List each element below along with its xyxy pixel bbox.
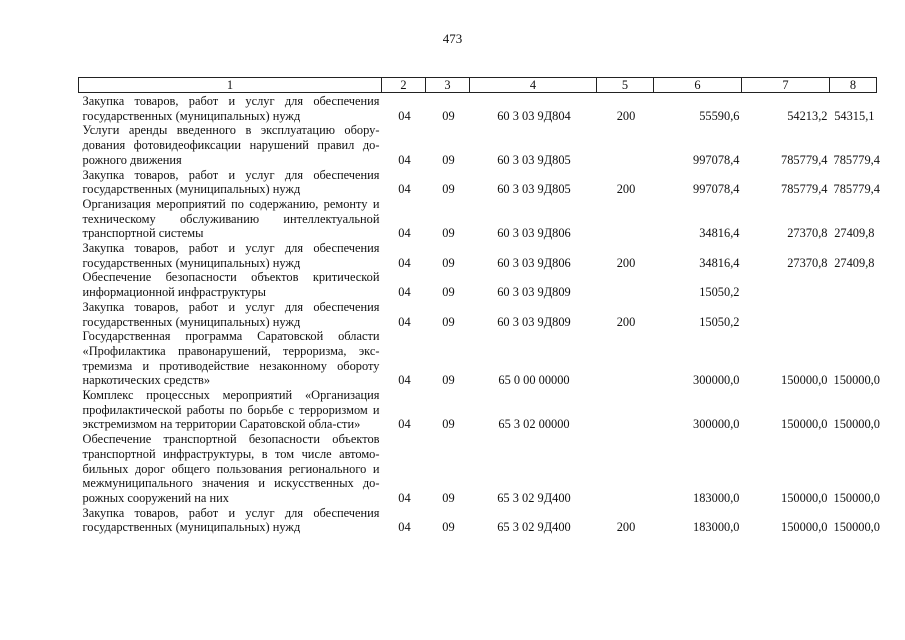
amount-col-8: 150000,0 xyxy=(833,520,880,535)
subsection-code: 09 xyxy=(442,285,455,300)
amount-col-6: 55590,6 xyxy=(699,108,740,123)
target-article-code: 65 0 00 00000 xyxy=(498,373,570,388)
subsection-code: 09 xyxy=(442,373,455,388)
row-description: Закупка товаров, работ и услуг для обеспечения государственных (муниципальных) нужд xyxy=(82,94,380,123)
expense-type-code xyxy=(597,270,654,299)
section-code: 04 xyxy=(398,285,411,300)
table-row xyxy=(79,241,877,270)
row-description: Закупка товаров, работ и услуг для обеспечения государственных (муниципальных) нужд xyxy=(82,505,380,535)
subsection-code: 09 xyxy=(442,417,455,432)
row-description: Организация мероприятий по содержанию, ремонту и техническому обслуживанию интеллектуальной транспортной системы xyxy=(82,196,380,241)
expense-type-code: 200 xyxy=(616,520,636,535)
row-description: Комплекс процессных мероприятий «Организация профилактической работы по борьбе с терроризмом и экстремизмом на территории Саратовской обла-сти» xyxy=(82,388,380,432)
amount-col-7 xyxy=(742,300,830,329)
header-cell-3: 3 xyxy=(426,78,470,93)
amount-col-6: 15050,2 xyxy=(699,285,740,300)
subsection-code: 09 xyxy=(442,108,455,123)
subsection-code: 09 xyxy=(442,520,455,535)
amount-col-7: 150000,0 xyxy=(781,417,828,432)
row-description: Услуги аренды введенного в эксплуатацию обору-дования фотовидеофиксации нарушений правил до-рожного движения xyxy=(82,123,380,167)
header-cell-6: 6 xyxy=(654,78,742,93)
amount-col-7: 785779,4 xyxy=(781,182,828,197)
amount-col-8: 785779,4 xyxy=(833,182,880,197)
row-description: Обеспечение безопасности объектов критической информационной инфраструктуры xyxy=(82,270,380,300)
amount-col-6: 300000,0 xyxy=(693,373,740,388)
target-article-code: 60 3 03 9Д806 xyxy=(497,255,571,270)
subsection-code: 09 xyxy=(442,152,455,167)
section-code: 04 xyxy=(398,314,411,329)
section-code: 04 xyxy=(398,520,411,535)
amount-col-8: 27409,8 xyxy=(834,255,875,270)
row-description: Закупка товаров, работ и услуг для обеспечения государственных (муниципальных) нужд xyxy=(82,241,380,270)
header-cell-8: 8 xyxy=(830,78,877,93)
target-article-code: 65 3 02 00000 xyxy=(498,417,570,432)
target-article-code: 65 3 02 9Д400 xyxy=(497,520,571,535)
target-article-code: 60 3 03 9Д804 xyxy=(497,108,571,123)
section-code: 04 xyxy=(398,417,411,432)
section-code: 04 xyxy=(398,182,411,197)
table-row xyxy=(79,329,877,388)
amount-col-6: 300000,0 xyxy=(693,417,740,432)
section-code: 04 xyxy=(398,152,411,167)
expense-type-code xyxy=(597,329,654,388)
section-code: 04 xyxy=(398,226,411,241)
amount-col-7: 785779,4 xyxy=(781,152,828,167)
section-code: 04 xyxy=(398,108,411,123)
target-article-code: 65 3 02 9Д400 xyxy=(497,490,571,505)
amount-col-8 xyxy=(830,300,877,329)
amount-col-7: 150000,0 xyxy=(781,373,828,388)
amount-col-6: 183000,0 xyxy=(693,490,740,505)
header-cell-5: 5 xyxy=(597,78,654,93)
table-row xyxy=(79,197,877,241)
amount-col-8: 150000,0 xyxy=(833,417,880,432)
table-row xyxy=(79,270,877,299)
amount-col-7: 54213,2 xyxy=(787,108,828,123)
section-code: 04 xyxy=(398,490,411,505)
page-number: 473 xyxy=(442,31,463,46)
table-body xyxy=(79,93,880,536)
expense-type-code: 200 xyxy=(616,108,636,123)
table-row xyxy=(79,300,877,329)
target-article-code: 60 3 03 9Д809 xyxy=(497,314,571,329)
table-row xyxy=(79,123,877,167)
subsection-code: 09 xyxy=(442,314,455,329)
amount-col-7: 27370,8 xyxy=(787,226,828,241)
amount-col-8: 150000,0 xyxy=(833,373,880,388)
subsection-code: 09 xyxy=(442,182,455,197)
expense-type-code: 200 xyxy=(616,314,636,329)
budget-table xyxy=(78,77,880,535)
amount-col-6: 997078,4 xyxy=(693,182,740,197)
amount-col-6: 183000,0 xyxy=(693,520,740,535)
header-cell-7: 7 xyxy=(742,78,830,93)
target-article-code: 60 3 03 9Д809 xyxy=(497,285,571,300)
section-code: 04 xyxy=(398,255,411,270)
amount-col-8 xyxy=(830,270,877,299)
expense-type-code xyxy=(597,388,654,432)
target-article-code: 60 3 03 9Д806 xyxy=(497,226,571,241)
header-cell-2: 2 xyxy=(382,78,426,93)
expense-type-code: 200 xyxy=(616,182,636,197)
row-description: Закупка товаров, работ и услуг для обеспечения государственных (муниципальных) нужд xyxy=(82,299,380,329)
table-row xyxy=(79,506,877,535)
amount-col-6: 34816,4 xyxy=(699,255,740,270)
header-cell-1: 1 xyxy=(79,78,382,93)
expense-type-code xyxy=(597,197,654,241)
expense-type-code xyxy=(597,123,654,167)
header-row xyxy=(79,78,877,93)
table-row xyxy=(79,168,877,197)
amount-col-8: 54315,1 xyxy=(834,108,875,123)
table-row xyxy=(79,388,877,432)
subsection-code: 09 xyxy=(442,226,455,241)
amount-col-8: 785779,4 xyxy=(833,152,880,167)
amount-col-7: 150000,0 xyxy=(781,520,828,535)
target-article-code: 60 3 03 9Д805 xyxy=(497,152,571,167)
amount-col-7: 27370,8 xyxy=(787,255,828,270)
subsection-code: 09 xyxy=(442,255,455,270)
amount-col-7 xyxy=(742,270,830,299)
amount-col-8: 150000,0 xyxy=(833,490,880,505)
table-header xyxy=(79,78,877,93)
amount-col-6: 997078,4 xyxy=(693,152,740,167)
target-article-code: 60 3 03 9Д805 xyxy=(497,182,571,197)
header-cell-4: 4 xyxy=(470,78,597,93)
amount-col-8: 27409,8 xyxy=(834,226,875,241)
amount-col-7: 150000,0 xyxy=(781,490,828,505)
expense-type-code xyxy=(597,432,654,506)
table-row xyxy=(79,93,877,124)
section-code: 04 xyxy=(398,373,411,388)
table-row xyxy=(79,432,877,506)
row-description: Обеспечение транспортной безопасности объектов транспортной инфраструктуры, в том числе автомо-бильных дорог общего пользования регионального и межмуниципального значения и искусственных до-рожных сооружений на них xyxy=(82,432,380,505)
row-description: Закупка товаров, работ и услуг для обеспечения государственных (муниципальных) нужд xyxy=(82,167,380,197)
amount-col-6: 15050,2 xyxy=(699,314,740,329)
row-description: Государственная программа Саратовской области «Профилактика правонарушений, терроризма, экс-тремизма и противодействие незаконному обороту наркотических средств» xyxy=(82,329,380,388)
expense-type-code: 200 xyxy=(616,255,636,270)
subsection-code: 09 xyxy=(442,490,455,505)
amount-col-6: 34816,4 xyxy=(699,226,740,241)
